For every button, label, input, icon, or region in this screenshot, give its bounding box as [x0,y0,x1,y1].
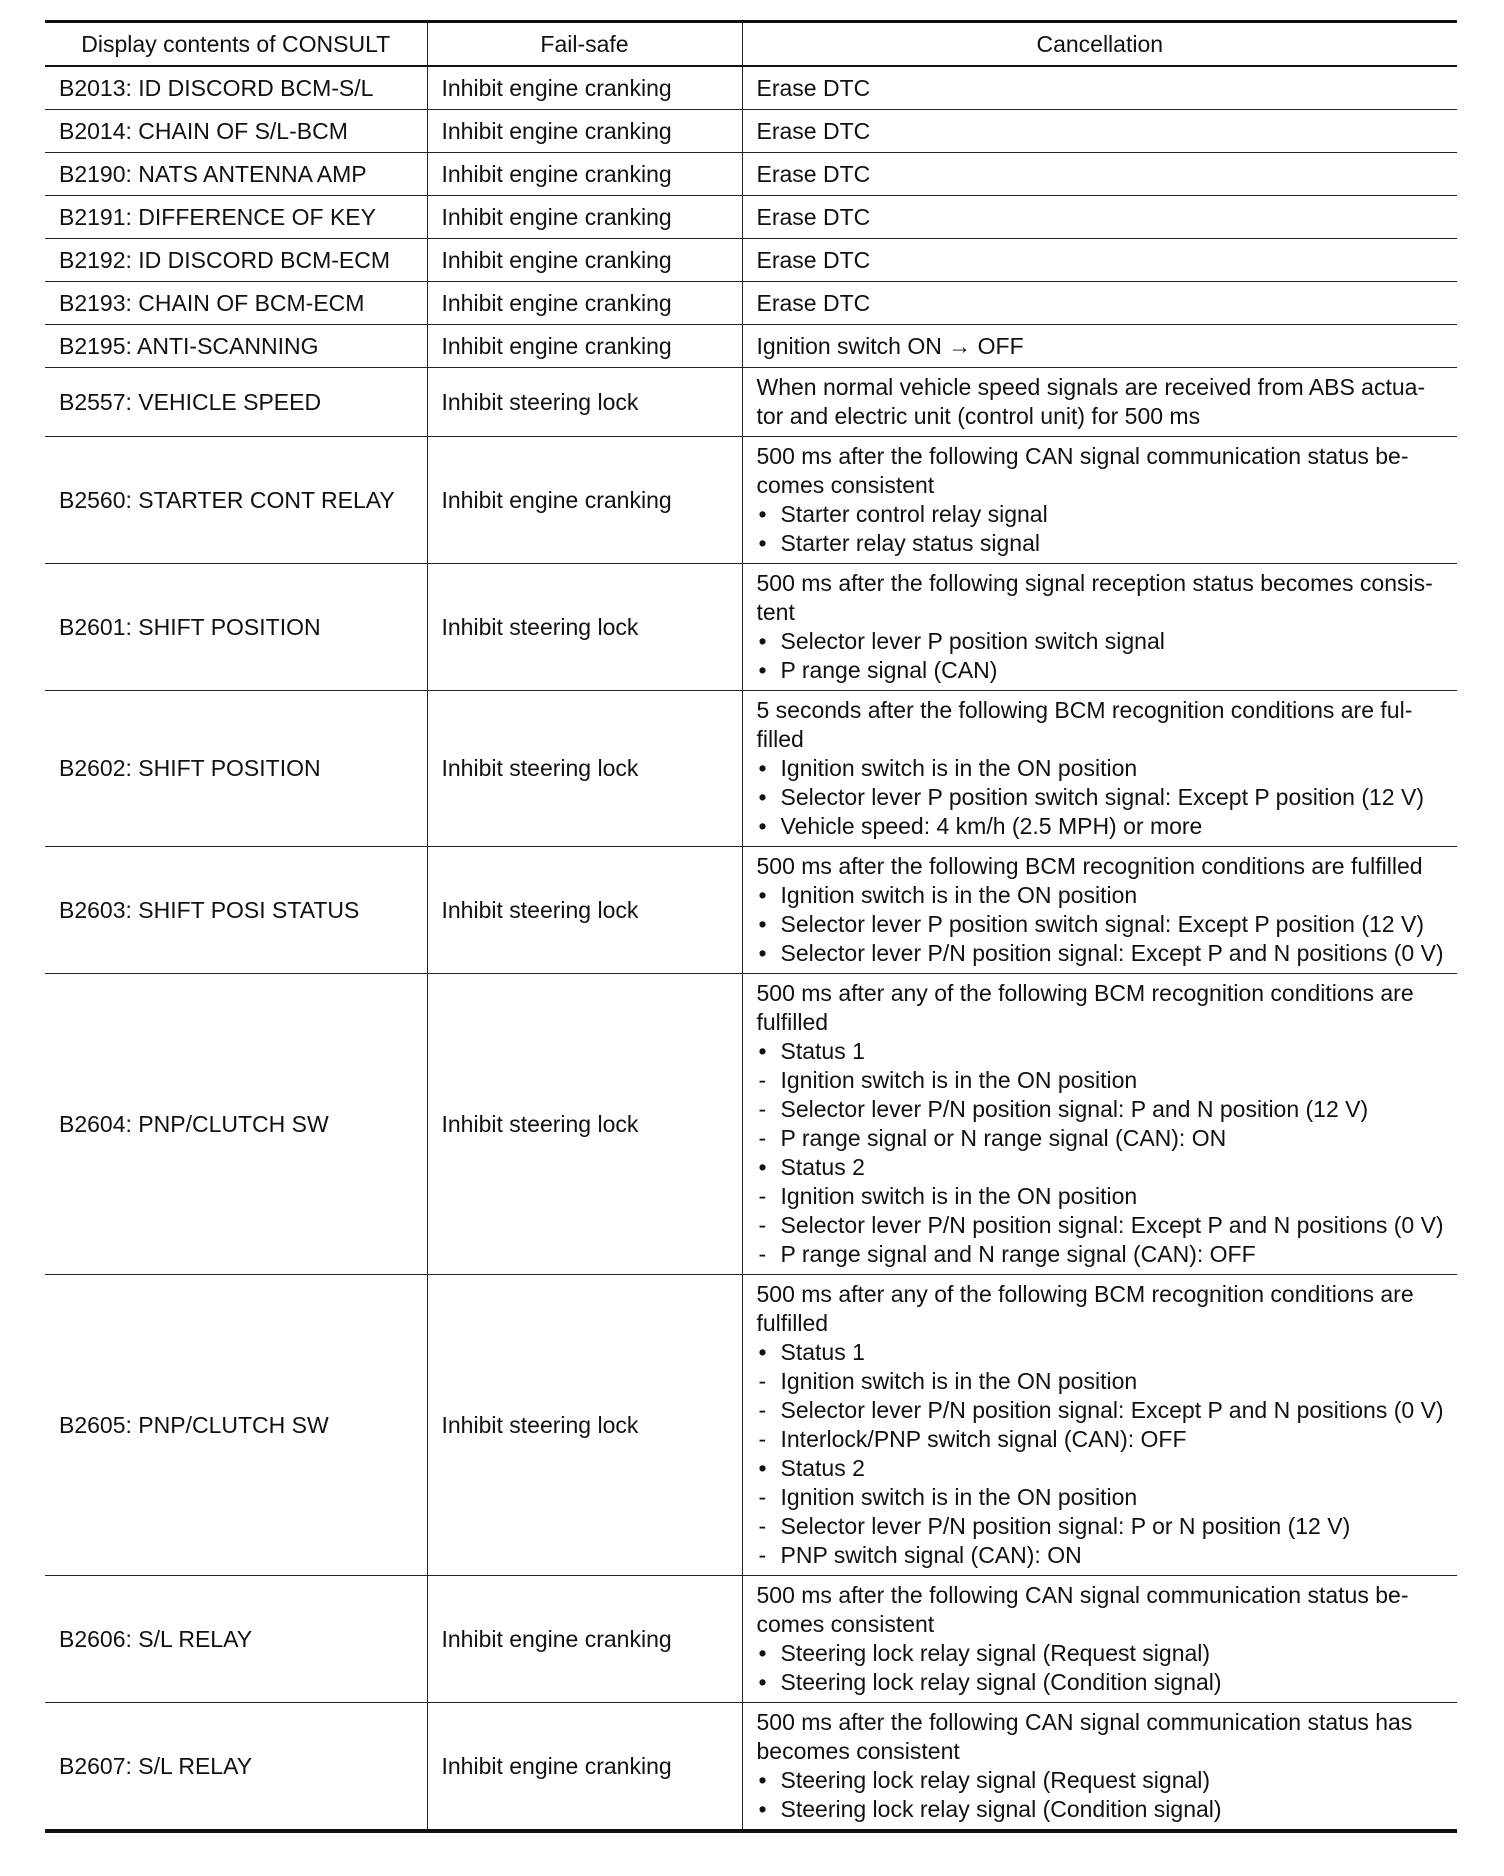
cancellation-cell [742,282,1457,325]
dtc-code-cell: B2014: CHAIN OF S/L-BCM [45,110,427,153]
list-marker: - [758,1513,767,1539]
list-marker: • [758,784,767,810]
cancellation-cell [742,1275,1457,1576]
cancellation-text: 500 ms after the following CAN signal communication status be-comes consistent [756,1582,1409,1637]
list-marker: - [758,1368,767,1394]
table-row [45,1576,1457,1703]
condition-item [757,754,1450,783]
dtc-code-cell: B2193: CHAIN OF BCM-ECM [45,282,427,325]
condition-text: Selector lever P/N position signal: Except P and N positions (0 V) [780,1212,1444,1238]
condition-text: Ignition switch is in the ON position [780,882,1138,908]
table-row [45,564,1457,691]
condition-text: Ignition switch is in the ON position [780,1067,1138,1093]
condition-item [757,1367,1450,1396]
cancellation-cell [742,196,1457,239]
dtc-code-cell: B2190: NATS ANTENNA AMP [45,153,427,196]
condition-item [757,1095,1450,1124]
condition-item [757,1066,1450,1095]
failsafe-cell: Inhibit steering lock [427,974,742,1275]
failsafe-cell: Inhibit engine cranking [427,437,742,564]
table-row [45,325,1457,368]
list-marker: • [758,1038,767,1064]
failsafe-cell: Inhibit engine cranking [427,1576,742,1703]
header-consult: Display contents of CONSULT [45,22,427,67]
condition-item [757,1668,1450,1697]
table-row [45,847,1457,974]
failsafe-cell: Inhibit engine cranking [427,110,742,153]
condition-item [757,1454,1450,1483]
condition-text: PNP switch signal (CAN): ON [780,1542,1082,1568]
condition-text: Selector lever P position switch signal [780,628,1165,654]
header-row [45,22,1457,67]
dtc-code-cell: B2606: S/L RELAY [45,1576,427,1703]
table-row [45,66,1457,110]
cancellation-text: Erase DTC [756,160,871,187]
table-row [45,282,1457,325]
condition-item [757,1795,1450,1824]
failsafe-table [45,20,1457,1833]
failsafe-cell: Inhibit engine cranking [427,153,742,196]
list-marker: • [758,882,767,908]
cancellation-text: Erase DTC [756,246,871,273]
failsafe-cell: Inhibit steering lock [427,1275,742,1576]
condition-text: Vehicle speed: 4 km/h (2.5 MPH) or more [780,813,1203,839]
dtc-code-cell: B2557: VEHICLE SPEED [45,368,427,437]
cancellation-text: 500 ms after the following signal reception status becomes consis-tent [756,570,1433,625]
condition-list [757,500,1450,558]
cancellation-text: 5 seconds after the following BCM recognition conditions are ful-filled [756,697,1413,752]
failsafe-cell: Inhibit engine cranking [427,239,742,282]
condition-item [757,939,1450,968]
condition-item [757,627,1450,656]
list-marker: • [758,1796,767,1822]
table-header [45,22,1457,67]
condition-text: Starter relay status signal [780,530,1041,556]
cancellation-cell [742,437,1457,564]
condition-text: Selector lever P/N position signal: P and N position (12 V) [780,1096,1369,1122]
condition-item [757,1124,1450,1153]
condition-text: Selector lever P position switch signal: Except P position (12 V) [780,911,1424,937]
condition-text: Status 1 [780,1038,865,1064]
table-row [45,153,1457,196]
condition-text: Ignition switch is in the ON position [780,755,1138,781]
condition-item [757,1338,1450,1367]
condition-text: Steering lock relay signal (Request signal) [780,1767,1211,1793]
failsafe-cell: Inhibit engine cranking [427,282,742,325]
table-row [45,196,1457,239]
list-marker: - [758,1125,767,1151]
list-marker: - [758,1241,767,1267]
dtc-code-cell: B2603: SHIFT POSI STATUS [45,847,427,974]
condition-text: Steering lock relay signal (Condition signal) [780,1669,1222,1695]
condition-list [757,1766,1450,1824]
table-row [45,1275,1457,1576]
condition-text: Status 1 [780,1339,865,1365]
condition-list [757,881,1450,968]
list-marker: • [758,813,767,839]
cancellation-text: 500 ms after the following CAN signal communication status be-comes consistent [756,443,1409,498]
condition-text: Interlock/PNP switch signal (CAN): OFF [780,1426,1187,1452]
list-marker: - [758,1542,767,1568]
dtc-code-cell: B2013: ID DISCORD BCM-S/L [45,66,427,110]
cancellation-text: Erase DTC [756,74,871,101]
condition-item [757,1639,1450,1668]
list-marker: • [758,1767,767,1793]
condition-item [757,1512,1450,1541]
condition-text: Status 2 [780,1455,865,1481]
failsafe-cell: Inhibit steering lock [427,847,742,974]
cancellation-cell [742,974,1457,1275]
dtc-code-cell: B2604: PNP/CLUTCH SW [45,974,427,1275]
failsafe-cell: Inhibit engine cranking [427,66,742,110]
condition-item [757,656,1450,685]
list-marker: • [758,911,767,937]
cancellation-text: Erase DTC [756,203,871,230]
condition-text: P range signal or N range signal (CAN): ON [780,1125,1227,1151]
condition-text: Starter control relay signal [780,501,1048,527]
condition-item [757,529,1450,558]
cancellation-cell [742,564,1457,691]
condition-list [757,1639,1450,1697]
failsafe-cell: Inhibit steering lock [427,564,742,691]
condition-text: Status 2 [780,1154,865,1180]
cancellation-cell [742,110,1457,153]
condition-item [757,1396,1450,1425]
table-row [45,437,1457,564]
condition-item [757,1425,1450,1454]
table-body [45,66,1457,1831]
header-failsafe: Fail-safe [427,22,742,67]
table-row [45,1703,1457,1832]
condition-text: Ignition switch is in the ON position [780,1484,1138,1510]
list-marker: • [758,1455,767,1481]
cancellation-cell [742,325,1457,368]
cancellation-text: When normal vehicle speed signals are received from ABS actua-tor and electric unit (control unit) for 500 ms [756,374,1426,429]
header-cancellation: Cancellation [742,22,1457,67]
dtc-code-cell: B2560: STARTER CONT RELAY [45,437,427,564]
condition-text: Ignition switch is in the ON position [780,1183,1138,1209]
dtc-code-cell: B2601: SHIFT POSITION [45,564,427,691]
list-marker: • [758,1154,767,1180]
failsafe-cell: Inhibit engine cranking [427,1703,742,1832]
condition-text: Selector lever P position switch signal: Except P position (12 V) [780,784,1424,810]
condition-text: P range signal and N range signal (CAN): OFF [780,1241,1256,1267]
condition-list [757,627,1450,685]
cancellation-text: Ignition switch ON → OFF [756,332,1024,359]
failsafe-cell: Inhibit engine cranking [427,325,742,368]
list-marker: - [758,1212,767,1238]
list-marker: • [758,755,767,781]
condition-item [757,881,1450,910]
list-marker: - [758,1397,767,1423]
dtc-code-cell: B2602: SHIFT POSITION [45,691,427,847]
table-row [45,110,1457,153]
list-marker: • [758,628,767,654]
table-row [45,368,1457,437]
dtc-code-cell: B2191: DIFFERENCE OF KEY [45,196,427,239]
cancellation-cell [742,691,1457,847]
list-marker: • [758,530,767,556]
list-marker: • [758,501,767,527]
table-row [45,974,1457,1275]
condition-item [757,1153,1450,1182]
condition-item [757,1182,1450,1211]
condition-text: P range signal (CAN) [780,657,998,683]
list-marker: - [758,1183,767,1209]
cancellation-text: 500 ms after any of the following BCM recognition conditions are fulfilled [756,1281,1414,1336]
condition-text: Selector lever P/N position signal: Except P and N positions (0 V) [780,940,1444,966]
condition-item [757,910,1450,939]
list-marker: • [758,1669,767,1695]
list-marker: • [758,940,767,966]
condition-text: Selector lever P/N position signal: P or N position (12 V) [780,1513,1351,1539]
dtc-code-cell: B2195: ANTI-SCANNING [45,325,427,368]
list-marker: - [758,1067,767,1093]
table-row [45,239,1457,282]
condition-item [757,1240,1450,1269]
cancellation-text: Erase DTC [756,117,871,144]
dtc-code-cell: B2192: ID DISCORD BCM-ECM [45,239,427,282]
cancellation-cell [742,368,1457,437]
cancellation-cell [742,239,1457,282]
list-marker: - [758,1096,767,1122]
cancellation-cell [742,1703,1457,1832]
condition-item [757,812,1450,841]
cancellation-text: 500 ms after the following CAN signal communication status has becomes consistent [756,1709,1413,1764]
condition-item [757,1211,1450,1240]
failsafe-cell: Inhibit steering lock [427,368,742,437]
condition-item [757,783,1450,812]
list-marker: - [758,1426,767,1452]
condition-text: Steering lock relay signal (Condition signal) [780,1796,1222,1822]
cancellation-text: Erase DTC [756,289,871,316]
cancellation-cell [742,847,1457,974]
condition-item [757,1766,1450,1795]
condition-item [757,1037,1450,1066]
cancellation-text: 500 ms after any of the following BCM recognition conditions are fulfilled [756,980,1414,1035]
cancellation-cell [742,1576,1457,1703]
failsafe-cell: Inhibit steering lock [427,691,742,847]
condition-item [757,1483,1450,1512]
condition-item [757,1541,1450,1570]
condition-text: Ignition switch is in the ON position [780,1368,1138,1394]
failsafe-cell: Inhibit engine cranking [427,196,742,239]
list-marker: • [758,1339,767,1365]
condition-list [757,1338,1450,1570]
condition-list [757,1037,1450,1269]
list-marker: • [758,657,767,683]
condition-text: Selector lever P/N position signal: Except P and N positions (0 V) [780,1397,1444,1423]
condition-item [757,500,1450,529]
table-row [45,691,1457,847]
list-marker: - [758,1484,767,1510]
cancellation-cell [742,66,1457,110]
condition-text: Steering lock relay signal (Request signal) [780,1640,1211,1666]
condition-list [757,754,1450,841]
cancellation-text: 500 ms after the following BCM recognition conditions are fulfilled [756,853,1423,879]
dtc-code-cell: B2607: S/L RELAY [45,1703,427,1832]
cancellation-cell [742,153,1457,196]
dtc-code-cell: B2605: PNP/CLUTCH SW [45,1275,427,1576]
list-marker: • [758,1640,767,1666]
